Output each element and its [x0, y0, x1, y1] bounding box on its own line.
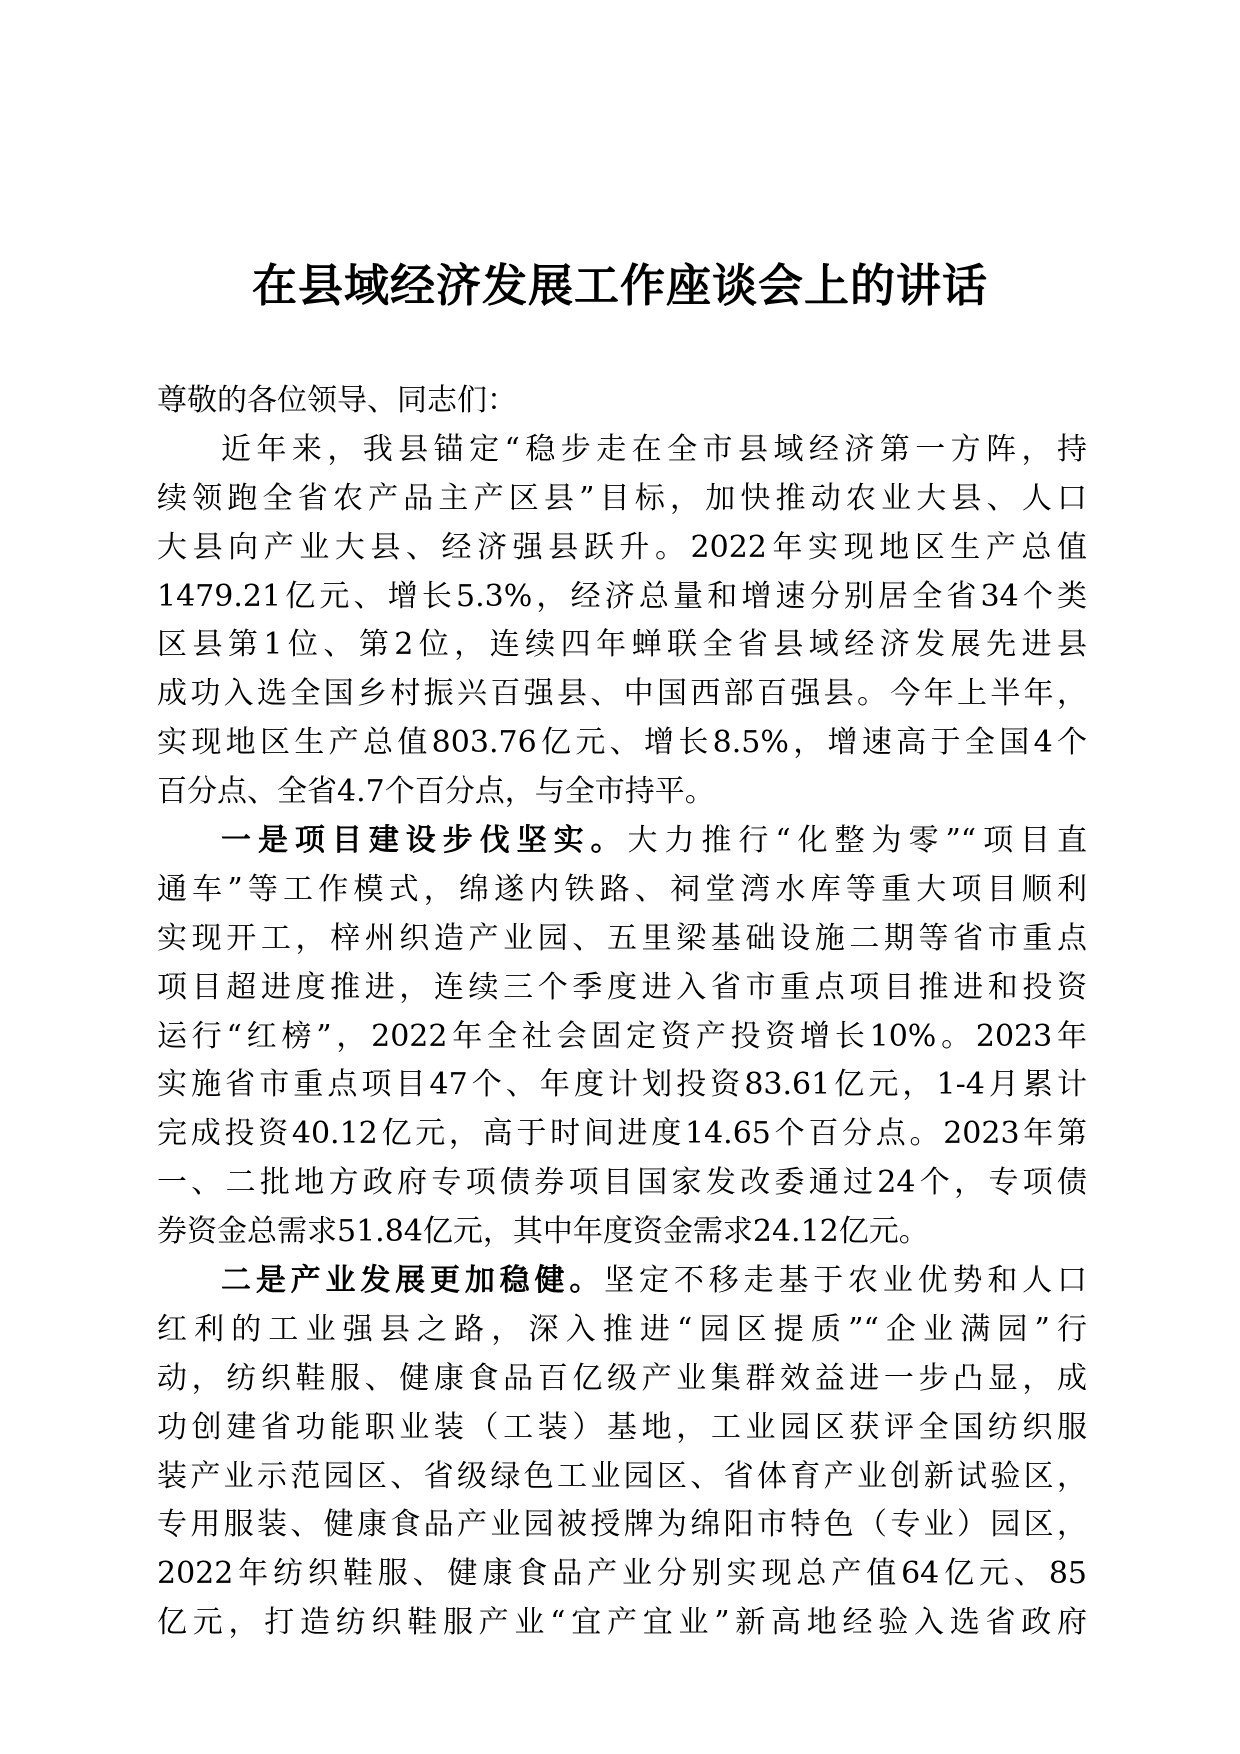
text-line: 1479.21亿元、增长5.3%，经济总量和增速分别居全省34个类	[157, 578, 1087, 614]
text-line: 一、二批地方政府专项债券项目国家发改委通过24个，专项债	[157, 1165, 1087, 1201]
text-line: 百分点、全省4.7个百分点，与全市持平。	[157, 774, 715, 810]
text-line: 运行“红榜”，2022年全社会固定资产投资增长10%。2023年	[157, 1018, 1087, 1054]
text-line: 通车”等工作模式，绵遂内铁路、祠堂湾水库等重大项目顺利	[157, 871, 1087, 907]
text-line	[157, 1257, 1087, 1306]
text-line: 成功入选全国乡村振兴百强县、中国西部百强县。今年上半年，	[157, 676, 1087, 712]
text-line: 装产业示范园区、省级绿色工业园区、省体育产业创新试验区，	[157, 1458, 1087, 1494]
document-body	[157, 377, 1087, 1648]
text-line: 区县第1位、第2位，连续四年蝉联全省县域经济发展先进县	[157, 627, 1087, 663]
paragraph-lead: 二是产业发展更加稳健。	[221, 1263, 605, 1299]
greeting-line: 尊敬的各位领导、同志们：	[157, 383, 517, 418]
text-line: 项目超进度推进，连续三个季度进入省市重点项目推进和投资	[157, 969, 1087, 1005]
text-line: 亿元，打造纺织鞋服产业“宜产宜业”新高地经验入选省政府	[157, 1605, 1087, 1641]
text-line	[157, 817, 1087, 866]
text-line: 续领跑全省农产品主产区县”目标，加快推动农业大县、人口	[157, 480, 1087, 516]
text-line: 券资金总需求51.84亿元，其中年度资金需求24.12亿元。	[157, 1214, 929, 1250]
text-line: 动，纺织鞋服、健康食品百亿级产业集群效益进一步凸显，成	[157, 1360, 1087, 1396]
text-line: 实现地区生产总值803.76亿元、增长8.5%，增速高于全国4个	[157, 725, 1087, 761]
text-segment: 坚定不移走基于农业优势和人口	[604, 1263, 1088, 1299]
text-line: 2022年纺织鞋服、健康食品产业分别实现总产值64亿元、85	[157, 1556, 1087, 1592]
text-line: 红利的工业强县之路，深入推进“园区提质”“企业满园”行	[157, 1311, 1087, 1347]
document-title: 在县域经济发展工作座谈会上的讲话	[251, 259, 988, 312]
text-line: 实施省市重点项目47个、年度计划投资83.61亿元，1-4月累计	[157, 1067, 1087, 1103]
text-line: 完成投资40.12亿元，高于时间进度14.65个百分点。2023年第	[157, 1116, 1087, 1152]
paragraph-lead: 一是项目建设步伐坚实。	[221, 823, 628, 859]
text-line: 近年来，我县锚定“稳步走在全市县域经济第一方阵，持	[221, 431, 1087, 467]
text-segment: 大力推行“化整为零”“项目直	[627, 823, 1087, 859]
text-line: 实现开工，梓州织造产业园、五里梁基础设施二期等省市重点	[157, 920, 1087, 956]
text-line: 功创建省功能职业装（工装）基地，工业园区获评全国纺织服	[157, 1409, 1087, 1445]
text-line: 大县向产业大县、经济强县跃升。2022年实现地区生产总值	[157, 529, 1087, 565]
text-line: 专用服装、健康食品产业园被授牌为绵阳市特色（专业）园区，	[157, 1507, 1087, 1543]
